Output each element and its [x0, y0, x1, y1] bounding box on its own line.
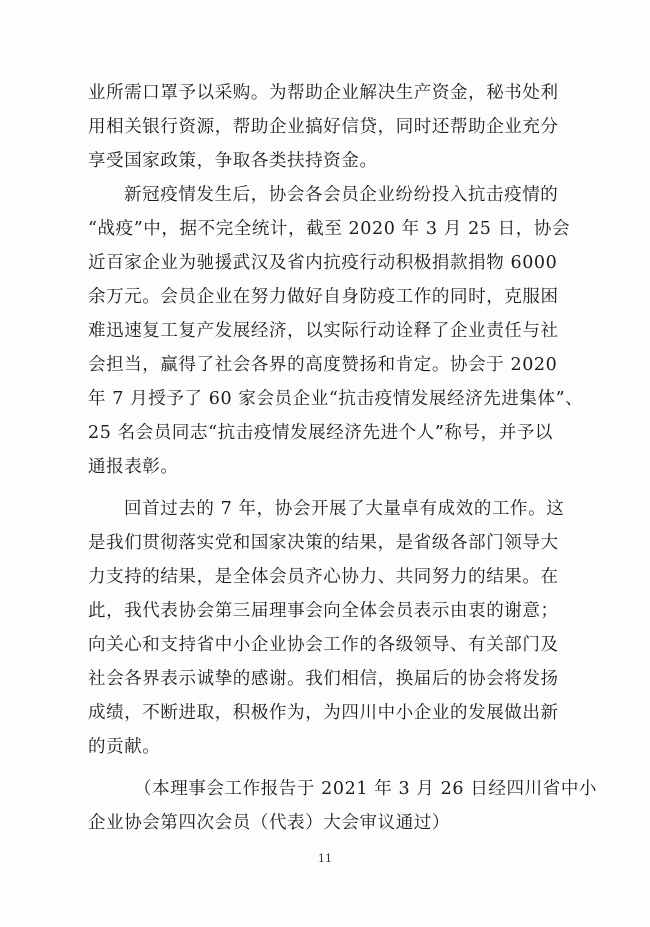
text-line: 通报表彰。	[88, 457, 179, 477]
text-line: 社会各界表示诚挚的感谢。我们相信，换届后的协会将发扬	[88, 669, 559, 689]
text-line: 25 名会员同志“抗击疫情发展经济先进个人”称号，并予以	[88, 423, 554, 443]
text-line: 余万元。会员企业在努力做好自身防疫工作的同时，克服困	[88, 287, 559, 307]
text-line: 享受国家政策，争取各类扶持资金。	[88, 151, 378, 171]
text-line: 成绩，不断进取，积极作为，为四川中小企业的发展做出新	[88, 703, 559, 723]
text-line: 力支持的结果，是全体会员齐心协力、共同努力的结果。在	[88, 567, 559, 587]
text-line: 用相关银行资源，帮助企业搞好信贷，同时还帮助企业充分	[88, 117, 559, 137]
text-line: 新冠疫情发生后，协会各会员企业纷纷投入抗击疫情的	[124, 185, 559, 205]
text-line: 此，我代表协会第三届理事会向全体会员表示由衷的谢意；	[88, 601, 559, 621]
text-line: 是我们贯彻落实党和国家决策的结果，是省级各部门领导大	[88, 533, 559, 553]
text-line: 会担当，赢得了社会各界的高度赞扬和肯定。协会于 2020	[88, 355, 558, 375]
text-line: 年 7 月授予了 60 家会员企业“抗击疫情发展经济先进集体”、	[88, 389, 584, 409]
text-line: （本理事会工作报告于 2021 年 3 月 26 日经四川省中小	[134, 779, 598, 799]
text-line: 难迅速复工复产发展经济，以实际行动诠释了企业责任与社	[88, 321, 559, 341]
text-line: “战疫”中，据不完全统计，截至 2020 年 3 月 25 日，协会	[88, 219, 571, 239]
text-line: 企业协会第四次会员（代表）大会审议通过）	[88, 813, 450, 833]
page-number: 11	[318, 852, 332, 865]
text-line: 业所需口罩予以采购。为帮助企业解决生产资金，秘书处利	[88, 83, 559, 103]
text-line: 回首过去的 7 年，协会开展了大量卓有成效的工作。这	[124, 499, 565, 519]
text-line: 的贡献。	[88, 737, 161, 757]
text-line: 向关心和支持省中小企业协会工作的各级领导、有关部门及	[88, 635, 559, 655]
text-line: 近百家企业为驰援武汉及省内抗疫行动积极捐款捐物 6000	[88, 253, 558, 273]
